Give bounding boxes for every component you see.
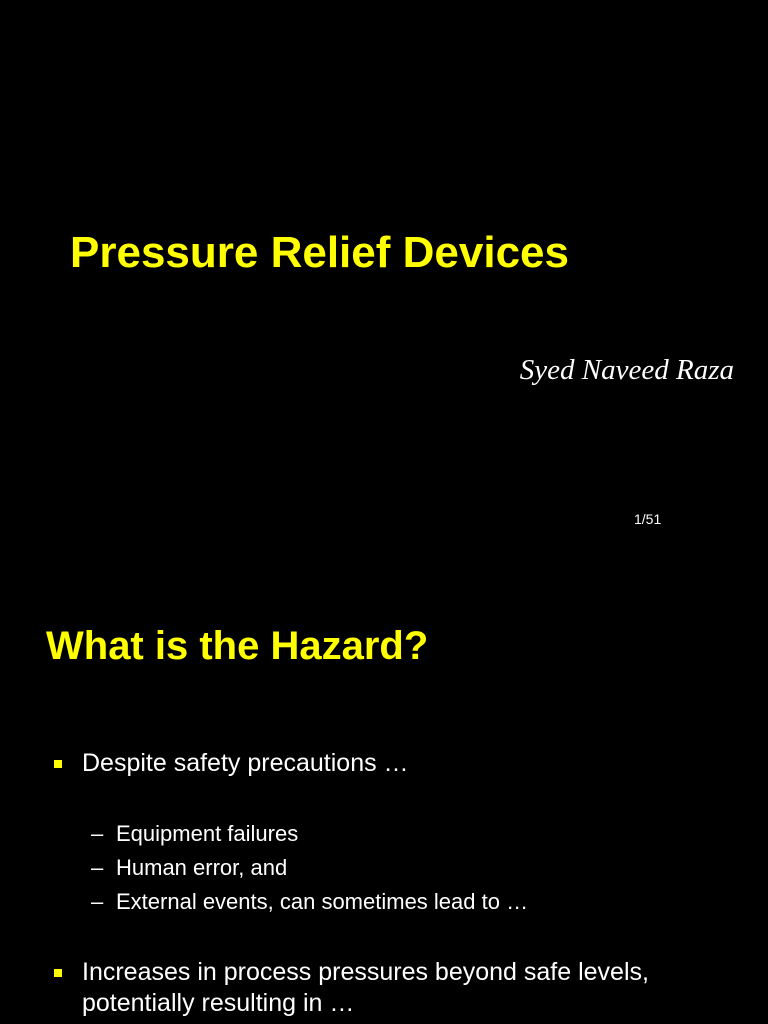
dash-icon: – <box>91 889 104 914</box>
bullet-text: Despite safety precautions … <box>82 749 409 777</box>
dash-icon: – <box>91 821 104 846</box>
sub-item-text: Human error, and <box>116 855 288 880</box>
page-number: 1/51 <box>634 511 662 527</box>
square-bullet-icon <box>54 760 62 768</box>
slide-1-title: Pressure Relief Devices <box>70 228 569 277</box>
slide-2-title: What is the Hazard? <box>46 624 429 668</box>
bullet-text: Increases in process pressures beyond safe levels, potentially resulting in … <box>82 958 649 1017</box>
sub-item-text: External events, can sometimes lead to … <box>116 889 529 914</box>
dash-icon: – <box>91 855 104 880</box>
square-bullet-icon <box>54 969 62 977</box>
sub-item <box>91 889 528 915</box>
sub-item <box>91 821 298 847</box>
sub-item-text: Equipment failures <box>116 821 299 846</box>
slide-2 <box>0 576 768 1024</box>
sub-item <box>91 855 287 881</box>
author-name: Syed Naveed Raza <box>519 354 734 386</box>
